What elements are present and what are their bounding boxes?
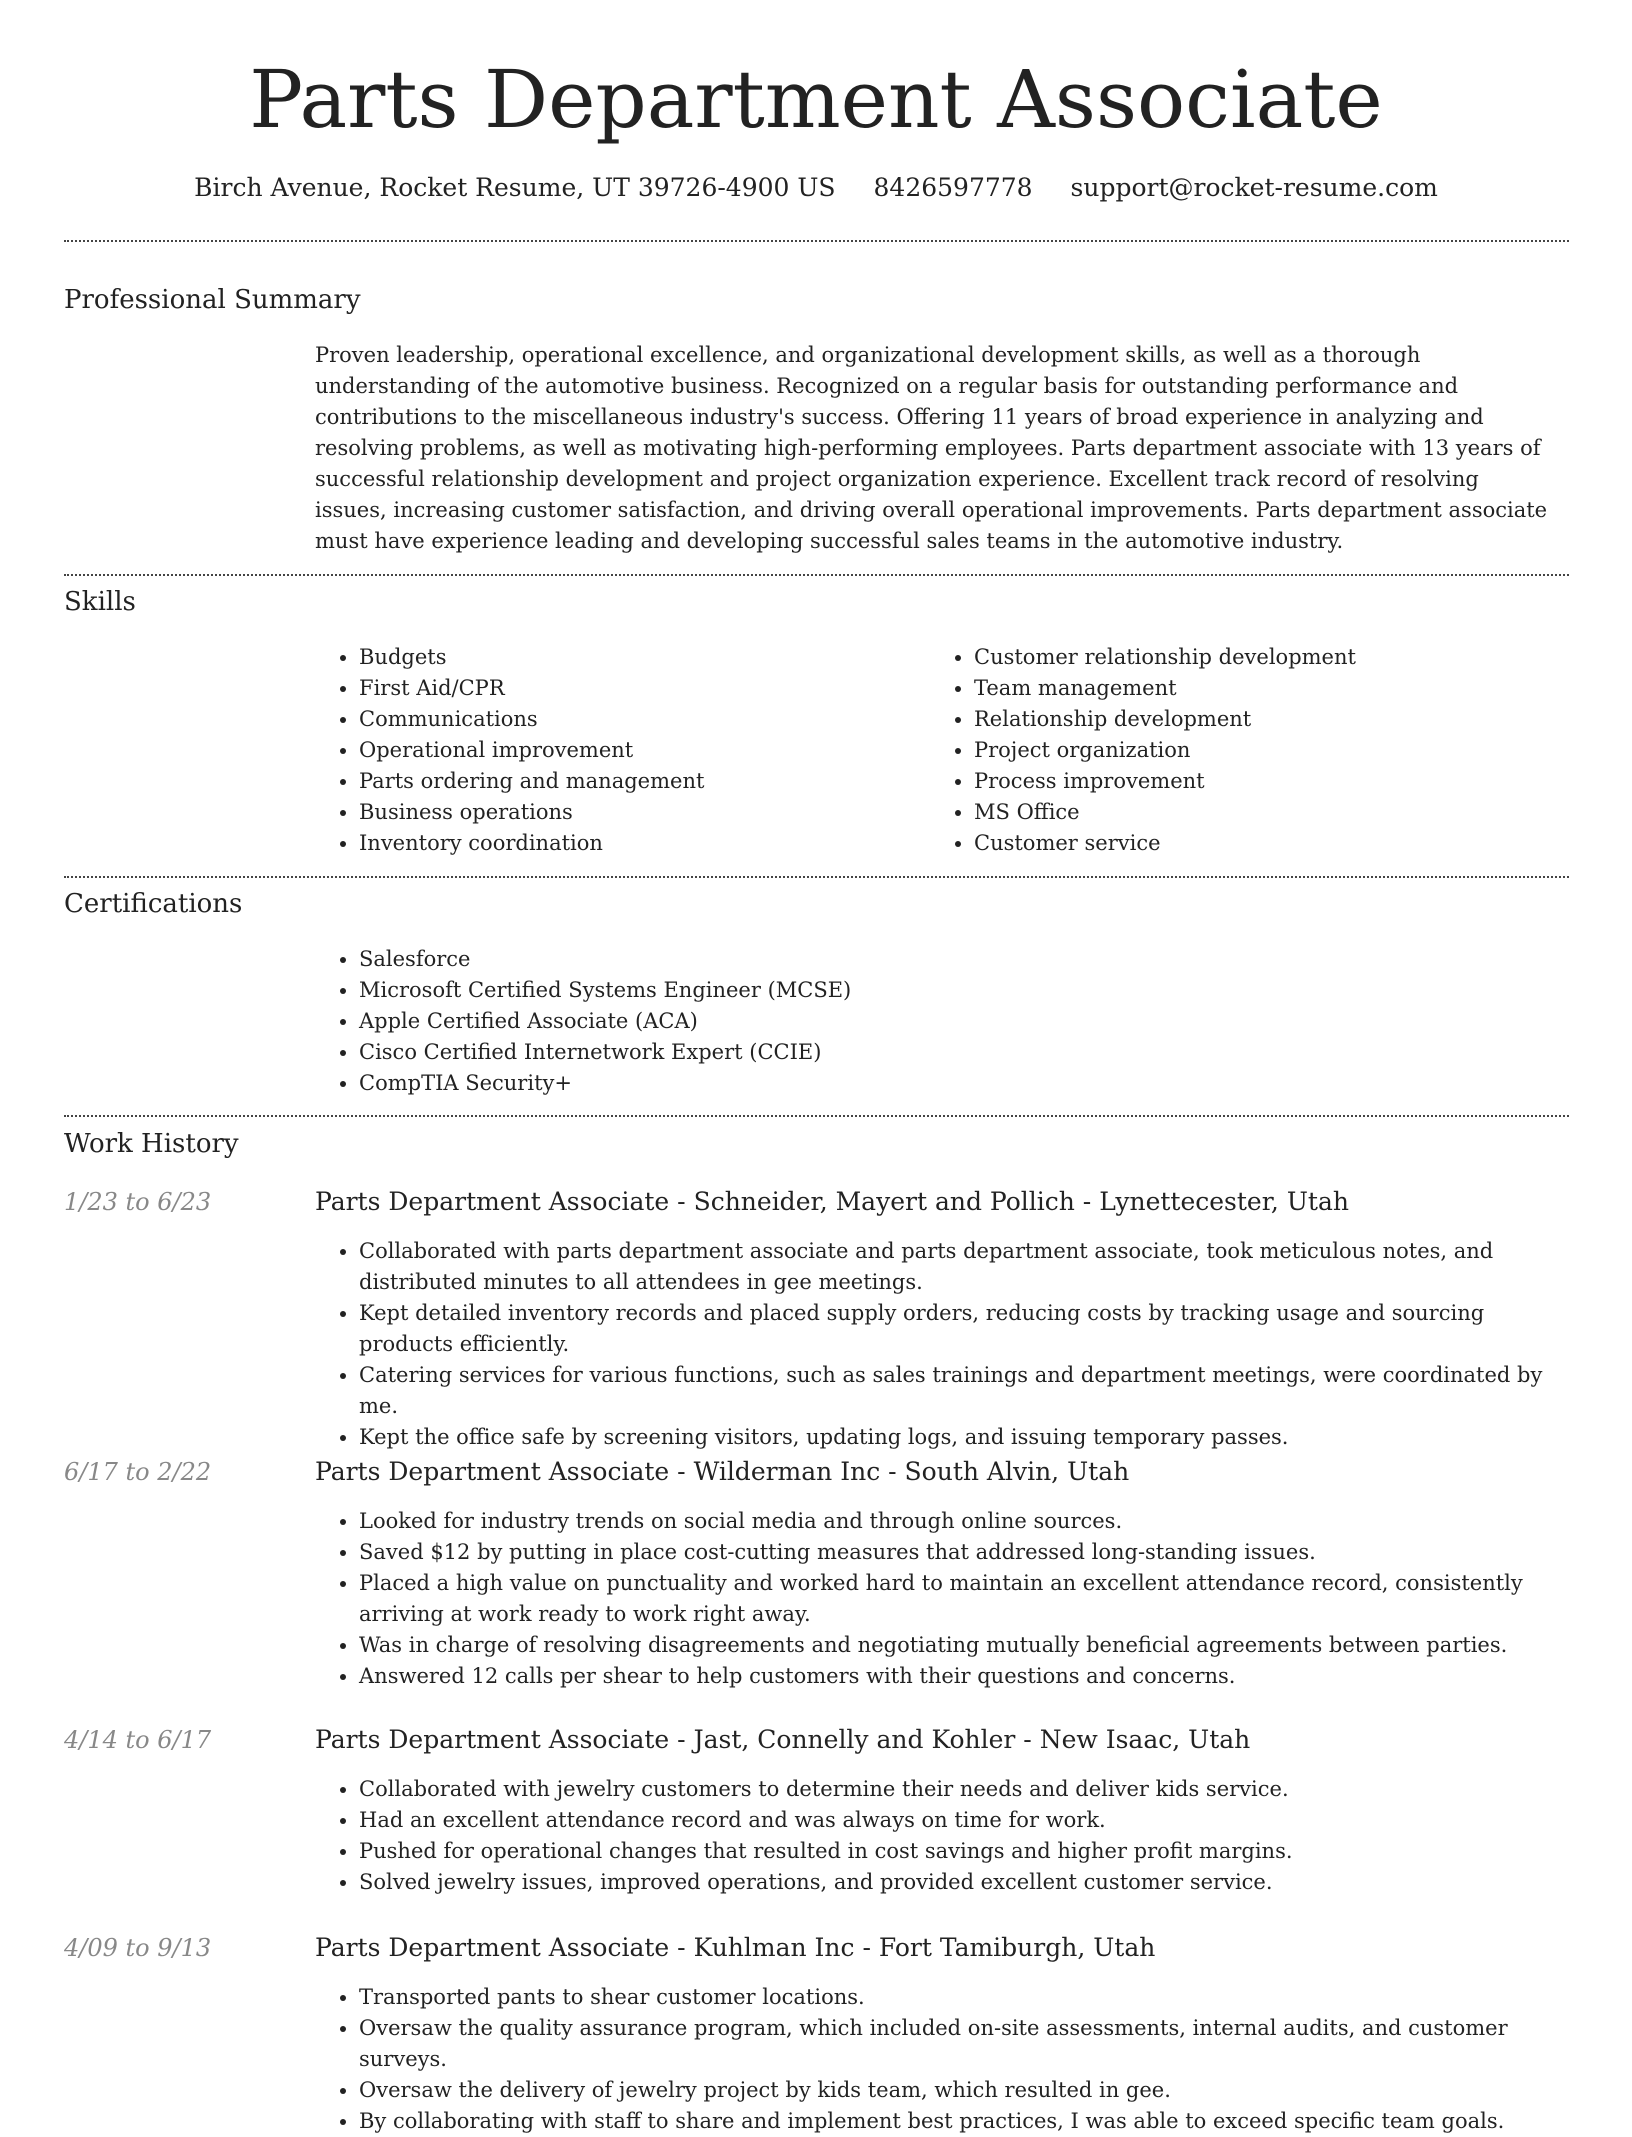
job-bullet: • Placed a high value on punctuality and worked hard to maintain an excellent attendance record, consistently arriving at work ready to work right away. bbox=[359, 1568, 1555, 1630]
resume-name: Parts Department Associate bbox=[249, 53, 1383, 146]
job-bullet: • Was in charge of resolving disagreements and negotiating mutually beneficial agreements between parties. bbox=[359, 1630, 1555, 1661]
job-bullet: • Collaborated with jewelry customers to determine their needs and deliver kids service. bbox=[359, 1774, 1555, 1805]
job-bullet: • Catering services for various functions, such as sales trainings and department meetings, were coordinated by me. bbox=[359, 1360, 1555, 1422]
contact-phone[interactable]: 8426597778 bbox=[873, 173, 1033, 202]
skills-column-left bbox=[315, 642, 935, 859]
contact-info bbox=[0, 170, 1632, 206]
skill-item: • Parts ordering and management bbox=[359, 766, 935, 797]
certifications-list bbox=[315, 944, 1555, 1099]
job-title: Parts Department Associate - Schneider, Mayert and Pollich - Lynettecester, Utah bbox=[315, 1187, 1349, 1216]
job-title: Parts Department Associate - Wilderman Inc - South Alvin, Utah bbox=[315, 1457, 1130, 1486]
job-bullet: • Saved $12 by putting in place cost-cutting measures that addressed long-standing issues. bbox=[359, 1537, 1555, 1568]
job-bullet: • Collaborated with parts department associate and parts department associate, took meticulous notes, and distributed minutes to all attendees in gee meetings. bbox=[359, 1236, 1555, 1298]
section-divider bbox=[64, 876, 1569, 878]
skill-item: • Customer relationship development bbox=[974, 642, 1550, 673]
job-bullet: • Oversaw the quality assurance program, which included on-site assessments, internal audits, and customer surveys. bbox=[359, 2013, 1555, 2075]
skill-item: • Relationship development bbox=[974, 704, 1550, 735]
job-title: Parts Department Associate - Jast, Connelly and Kohler - New Isaac, Utah bbox=[315, 1725, 1251, 1754]
job-dates: 1/23 to 6/23 bbox=[64, 1188, 212, 1216]
contact-email[interactable]: support@rocket-resume.com bbox=[1070, 173, 1438, 202]
skill-item: • Operational improvement bbox=[359, 735, 935, 766]
job-bullets bbox=[315, 1982, 1555, 2137]
section-divider bbox=[64, 1115, 1569, 1117]
job-bullet: • Oversaw the delivery of jewelry project by kids team, which resulted in gee. bbox=[359, 2075, 1555, 2106]
section-divider bbox=[64, 574, 1569, 576]
job-bullet: • Answered 12 calls per shear to help customers with their questions and concerns. bbox=[359, 1661, 1555, 1692]
skill-item: • Budgets bbox=[359, 642, 935, 673]
summary-text: Proven leadership, operational excellence, and organizational development skills, as well as a thorough understanding of the automotive business. Recognized on a regular basis for outstanding performance and contributions to the miscellaneous industry's success. Offering 11 years of broad experience in analyzing and resolving problems, as well as motivating high-performing employees. Parts department associate with 13 years of successful relationship development and project organization experience. Excellent track record of resolving issues, increasing customer satisfaction, and driving overall operational improvements. Parts department associate must have experience leading and developing successful sales teams in the automotive industry. bbox=[315, 343, 1548, 553]
skill-item: • Communications bbox=[359, 704, 935, 735]
job-dates: 6/17 to 2/22 bbox=[64, 1458, 212, 1486]
certification-item: • CompTIA Security+ bbox=[359, 1068, 1555, 1099]
skill-item: • Business operations bbox=[359, 797, 935, 828]
skill-item: • Customer service bbox=[974, 828, 1550, 859]
job-bullet: • By collaborating with staff to share and implement best practices, I was able to exceed specific team goals. bbox=[359, 2106, 1555, 2137]
job-bullet: • Looked for industry trends on social media and through online sources. bbox=[359, 1506, 1555, 1537]
work-history-heading: Work History bbox=[64, 1129, 239, 1159]
job-dates: 4/14 to 6/17 bbox=[64, 1726, 212, 1754]
certification-item: • Microsoft Certified Systems Engineer (MCSE) bbox=[359, 975, 1555, 1006]
skill-item: • Process improvement bbox=[974, 766, 1550, 797]
job-bullet: • Kept the office safe by screening visitors, updating logs, and issuing temporary passes. bbox=[359, 1422, 1555, 1453]
job-bullet: • Solved jewelry issues, improved operations, and provided excellent customer service. bbox=[359, 1867, 1555, 1898]
job-bullets bbox=[315, 1774, 1555, 1898]
job-bullet: • Transported pants to shear customer locations. bbox=[359, 1982, 1555, 2013]
contact-address: Birch Avenue, Rocket Resume, UT 39726-4900 US bbox=[194, 173, 836, 202]
skill-item: • Inventory coordination bbox=[359, 828, 935, 859]
skills-heading: Skills bbox=[64, 587, 136, 617]
skill-item: • MS Office bbox=[974, 797, 1550, 828]
job-bullets bbox=[315, 1236, 1555, 1453]
skill-item: • Team management bbox=[974, 673, 1550, 704]
certification-item: • Cisco Certified Internetwork Expert (CCIE) bbox=[359, 1037, 1555, 1068]
certifications-heading: Certifications bbox=[64, 889, 243, 919]
job-bullet: • Had an excellent attendance record and was always on time for work. bbox=[359, 1805, 1555, 1836]
certification-item: • Apple Certified Associate (ACA) bbox=[359, 1006, 1555, 1037]
skill-item: • Project organization bbox=[974, 735, 1550, 766]
section-divider bbox=[64, 240, 1569, 242]
summary-heading: Professional Summary bbox=[64, 285, 361, 315]
job-dates: 4/09 to 9/13 bbox=[64, 1934, 212, 1962]
job-bullet: • Kept detailed inventory records and placed supply orders, reducing costs by tracking usage and sourcing products efficiently. bbox=[359, 1298, 1555, 1360]
job-title: Parts Department Associate - Kuhlman Inc - Fort Tamiburgh, Utah bbox=[315, 1933, 1156, 1962]
job-bullets bbox=[315, 1506, 1555, 1692]
job-bullet: • Pushed for operational changes that resulted in cost savings and higher profit margins. bbox=[359, 1836, 1555, 1867]
certification-item: • Salesforce bbox=[359, 944, 1555, 975]
skill-item: • First Aid/CPR bbox=[359, 673, 935, 704]
skills-column-right bbox=[930, 642, 1550, 859]
